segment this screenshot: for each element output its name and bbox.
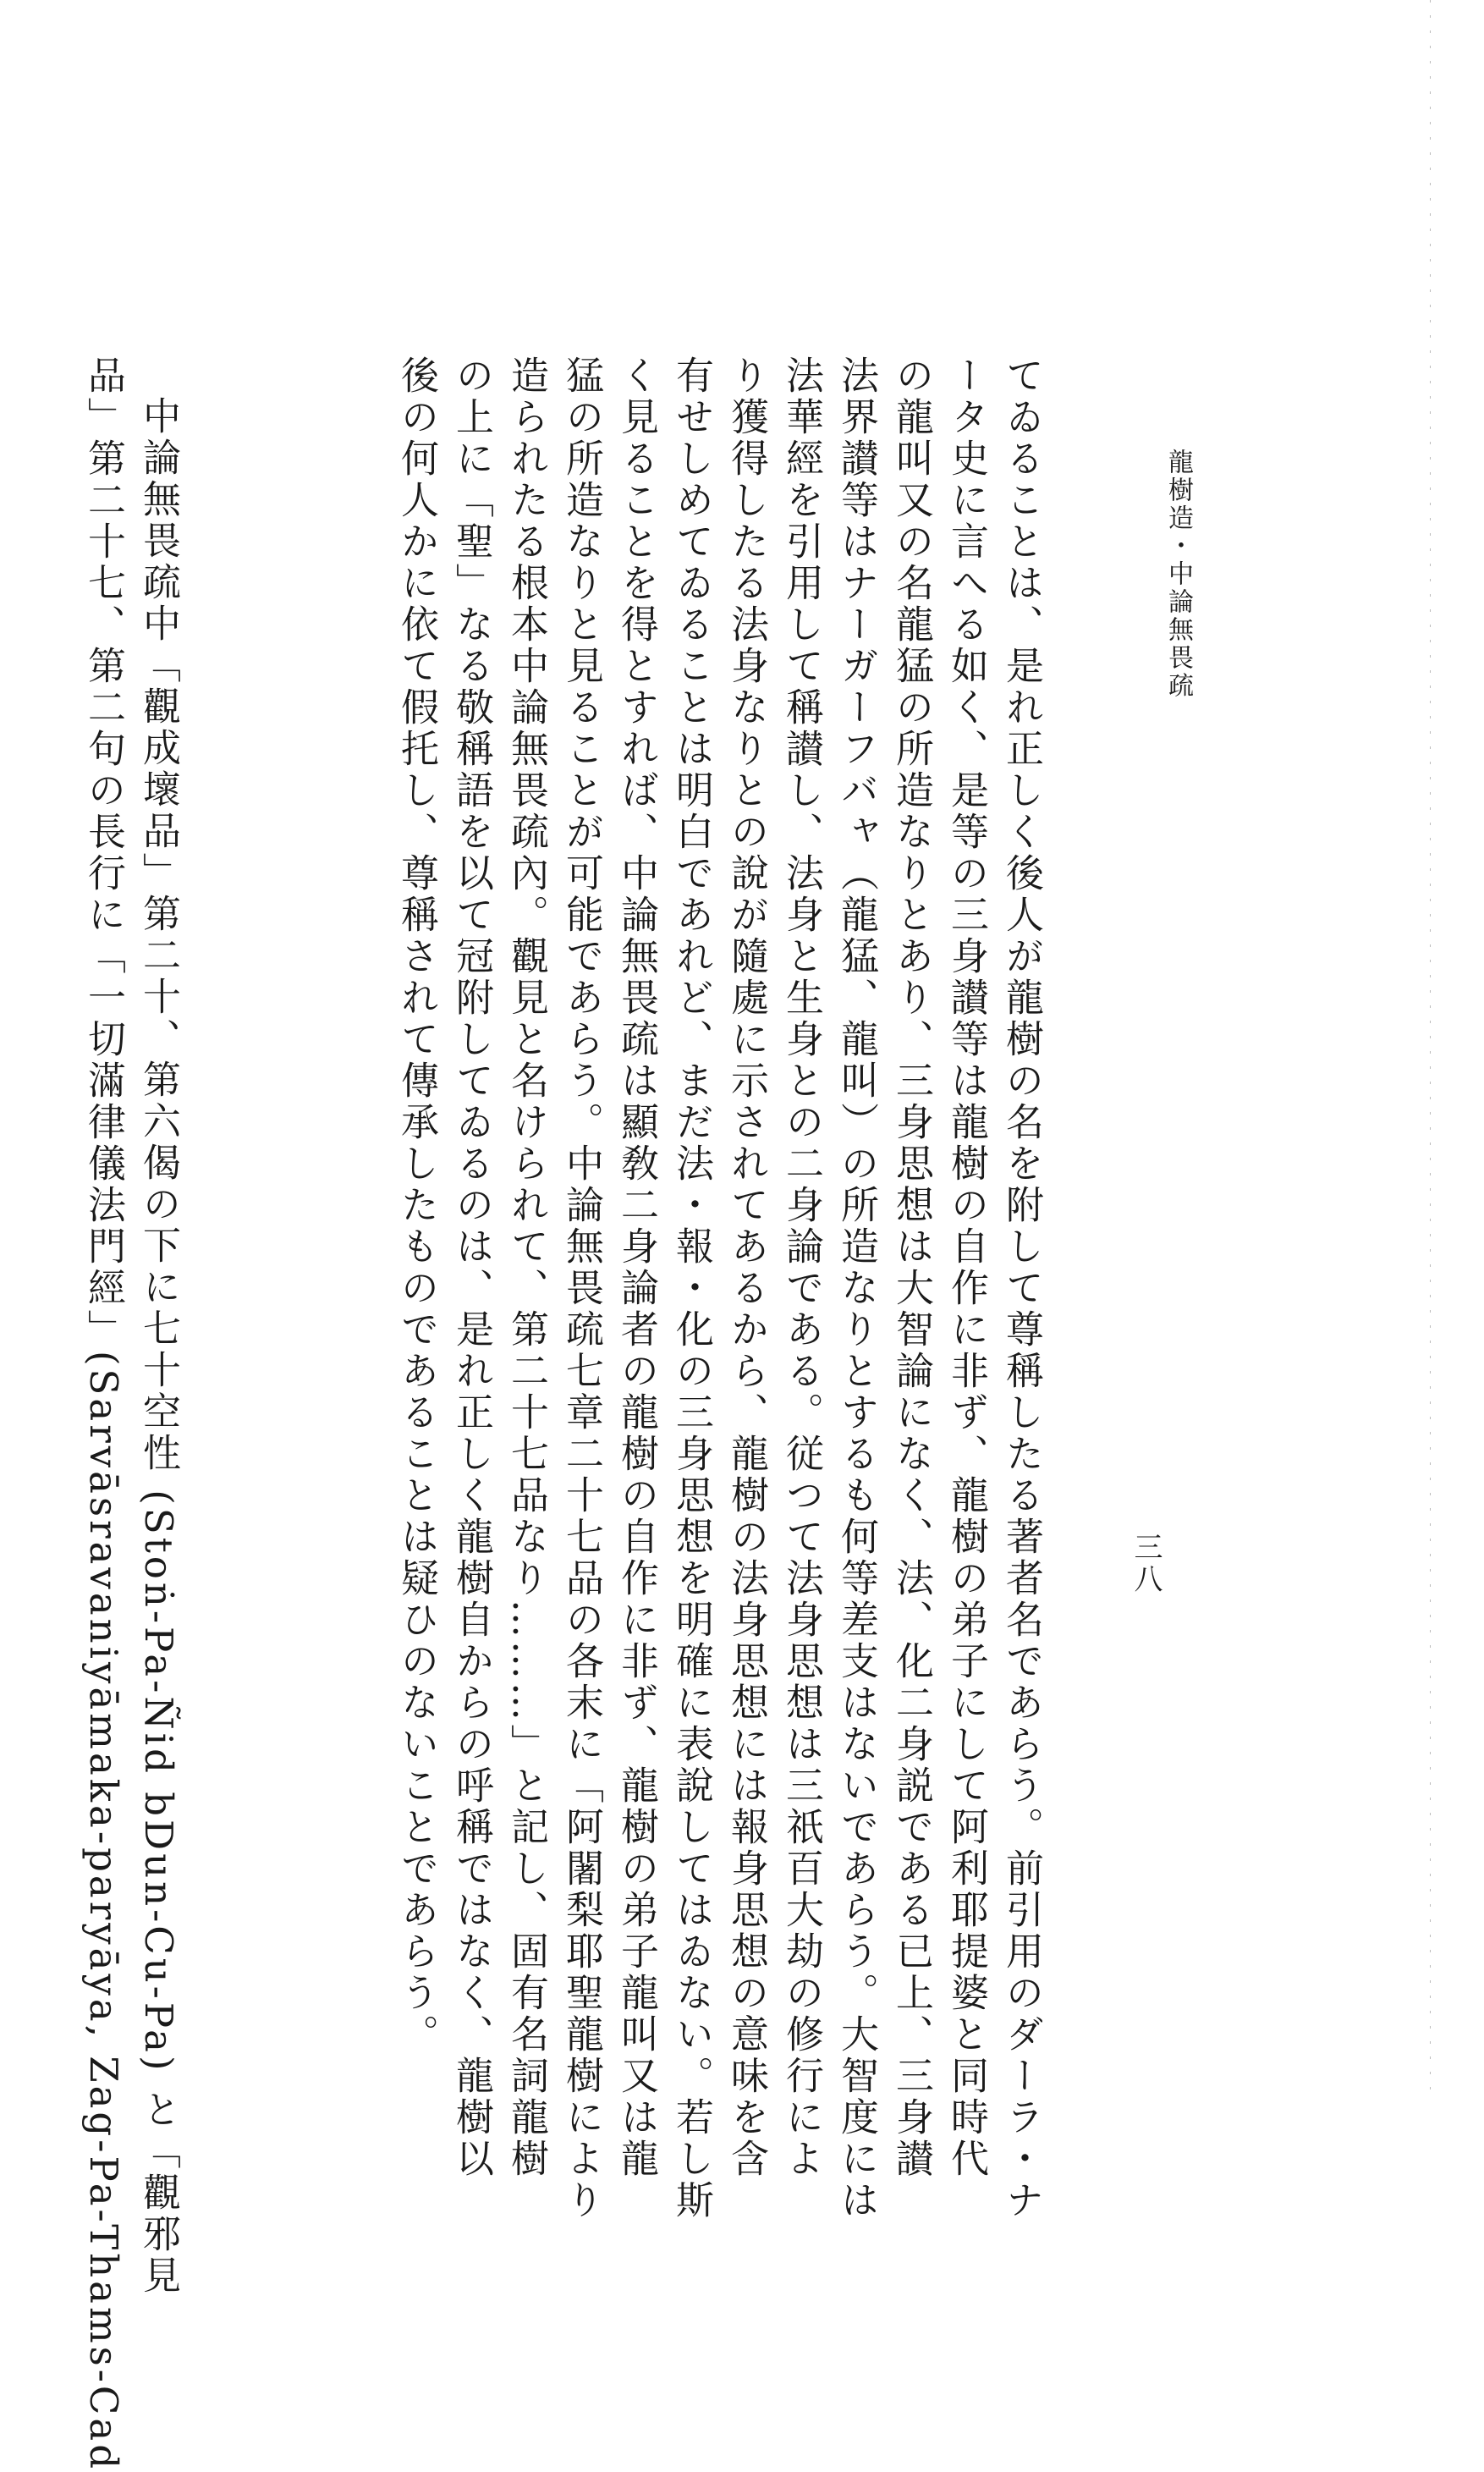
scan-edge-mark — [1430, 0, 1431, 2099]
text-column: 品」第二十七、第二句の長行に「一切滿律儀法門經」(Sarvāsravaniyāmaka-paryāya, Zag-Pa-Thams-Cad — [81, 355, 126, 2472]
body-paragraph-1 — [305, 355, 1049, 2221]
text-column: 中論無畏疏中「觀成壞品」第二十、第六偈の下に七十空性 (Stoṅ-Pa-Ñid bDun-Cu-Pa) と「觀邪見 — [136, 396, 181, 2297]
text-column: 法華經を引用して稱讃し、法身と生身との二身論である。従つて法身思想は三祇百大劫の修行によ — [779, 355, 824, 2180]
text-column: 猛の所造なりと見ることが可能であらう。中論無畏疏七章二十七品の各末に「阿闍梨耶聖龍樹により — [559, 355, 604, 2221]
body-paragraph-2 — [51, 355, 186, 2472]
running-header: 龍樹造・中論無畏疏 — [1163, 449, 1193, 700]
text-column: 法界讃等はナーガーフバャ（龍猛、龍叫）の所造なりとするも何等差支はないであらう。大智度には — [834, 355, 879, 2221]
text-column: 後の何人かに依て假托し、尊稱されて傳承したものであることは疑ひのないことであらう。 — [394, 355, 439, 2056]
text-column: の龍叫又の名龍猛の所造なりとあり、三身思想は大智論になく、法、化二身説である已上、三身讃 — [889, 355, 934, 2180]
text-column: の上に「聖」なる敬稱語を以て冠附してゐるのは、是れ正しく龍樹自からの呼稱ではなく、龍樹以 — [449, 355, 494, 2180]
text-column: り獲得したる法身なりとの說が隨處に示されてあるから、龍樹の法身思想には報身思想の意味を含 — [724, 355, 769, 2180]
page-number: 三八 — [1129, 1532, 1162, 1596]
text-column: 造られたる根本中論無畏疏內。觀見と名けられて、第二十七品なり………」と記し、固有名詞龍樹 — [504, 355, 549, 2180]
text-column: 有せしめてゐることは明白であれど、まだ法・報・化の三身思想を明確に表說してはゐない。若し斯 — [669, 355, 714, 2221]
text-column: ータ史に言へる如く、是等の三身讃等は龍樹の自作に非ず、龍樹の弟子にして阿利耶提婆と同時代 — [944, 355, 989, 2180]
text-column: く見ることを得とすれば、中論無畏疏は顯敎二身論者の龍樹の自作に非ず、龍樹の弟子龍叫又は龍 — [614, 355, 659, 2180]
text-column: てゐることは、是れ正しく後人が龍樹の名を附して尊稱したる著者名であらう。前引用のダーラ・ナ — [999, 355, 1044, 2221]
